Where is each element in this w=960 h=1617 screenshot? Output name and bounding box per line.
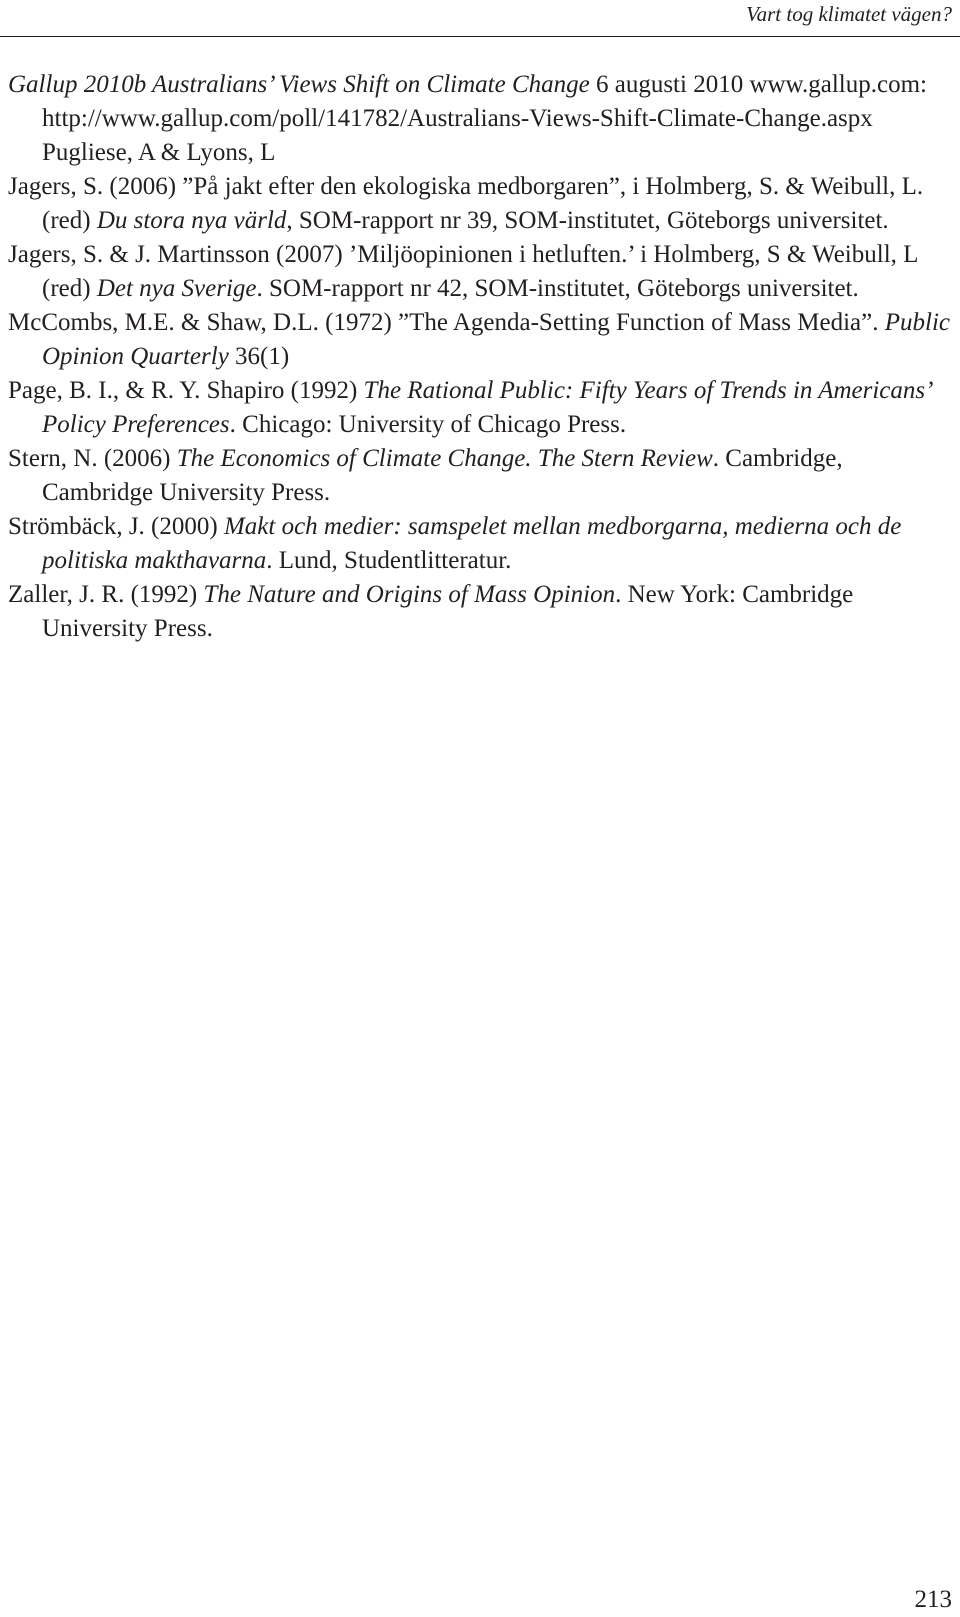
reference-segment: . Lund, Studentlitteratur. — [266, 547, 512, 574]
reference-segment: 6 augusti 2010 www.gallup.com: http://www.gallup.com/poll/141782/Australians-Views-Shift-Climate-Change.aspx Pugliese, A & Lyons, L — [42, 71, 927, 166]
reference-segment: . New York: Cambridge University Press. — [42, 581, 854, 642]
reference-entry — [8, 578, 954, 646]
reference-list — [8, 68, 954, 646]
reference-segment: Strömbäck, J. (2000) — [8, 513, 224, 540]
reference-entry — [8, 374, 954, 442]
reference-entry — [8, 68, 954, 170]
reference-segment: Jagers, S. & J. Martinsson (2007) ’Miljöopinionen i hetluften.’ i Holmberg, S & Weibull, L (red) — [8, 241, 918, 302]
running-header — [0, 0, 960, 37]
reference-segment: Stern, N. (2006) — [8, 445, 177, 472]
reference-segment: Du stora nya värld — [96, 207, 287, 234]
reference-segment: Zaller, J. R. (1992) — [8, 581, 204, 608]
reference-segment: Det nya Sverige — [96, 275, 257, 302]
reference-entry — [8, 306, 954, 374]
reference-segment: Gallup 2010b Australians’ Views Shift on Climate Change — [8, 71, 590, 98]
reference-segment: 36(1) — [228, 343, 290, 370]
reference-segment: . SOM-rapport nr 42, SOM-institutet, Göteborgs universitet. — [256, 275, 859, 302]
running-title: Vart tog klimatet vägen? — [746, 2, 952, 26]
reference-segment: . Chicago: University of Chicago Press. — [229, 411, 627, 438]
reference-entry — [8, 442, 954, 510]
reference-segment: The Economics of Climate Change. The Stern Review — [176, 445, 713, 472]
reference-entry — [8, 510, 954, 578]
page-number: 213 — [914, 1586, 952, 1613]
reference-entry — [8, 170, 954, 238]
reference-segment: The Nature and Origins of Mass Opinion — [203, 581, 616, 608]
reference-segment: Makt och medier: samspelet mellan medborgarna, medierna och de politiska makthavarna — [42, 513, 902, 574]
reference-entry — [8, 238, 954, 306]
reference-segment: The Rational Public: Fifty Years of Trends in Americans’ Policy Preferences — [42, 377, 931, 438]
reference-segment: Page, B. I., & R. Y. Shapiro (1992) — [8, 377, 364, 404]
reference-segment: . Cambridge, Cambridge University Press. — [42, 445, 843, 506]
reference-segment: , SOM-rapport nr 39, SOM-institutet, Göteborgs universitet. — [286, 207, 889, 234]
reference-segment: McCombs, M.E. & Shaw, D.L. (1972) ”The Agenda-Setting Function of Mass Media”. — [8, 309, 885, 336]
reference-segment: Jagers, S. (2006) ”På jakt efter den ekologiska medborgaren”, i Holmberg, S. & Weibull, L. (red) — [8, 173, 924, 234]
reference-segment: Public Opinion Quarterly — [42, 309, 950, 370]
